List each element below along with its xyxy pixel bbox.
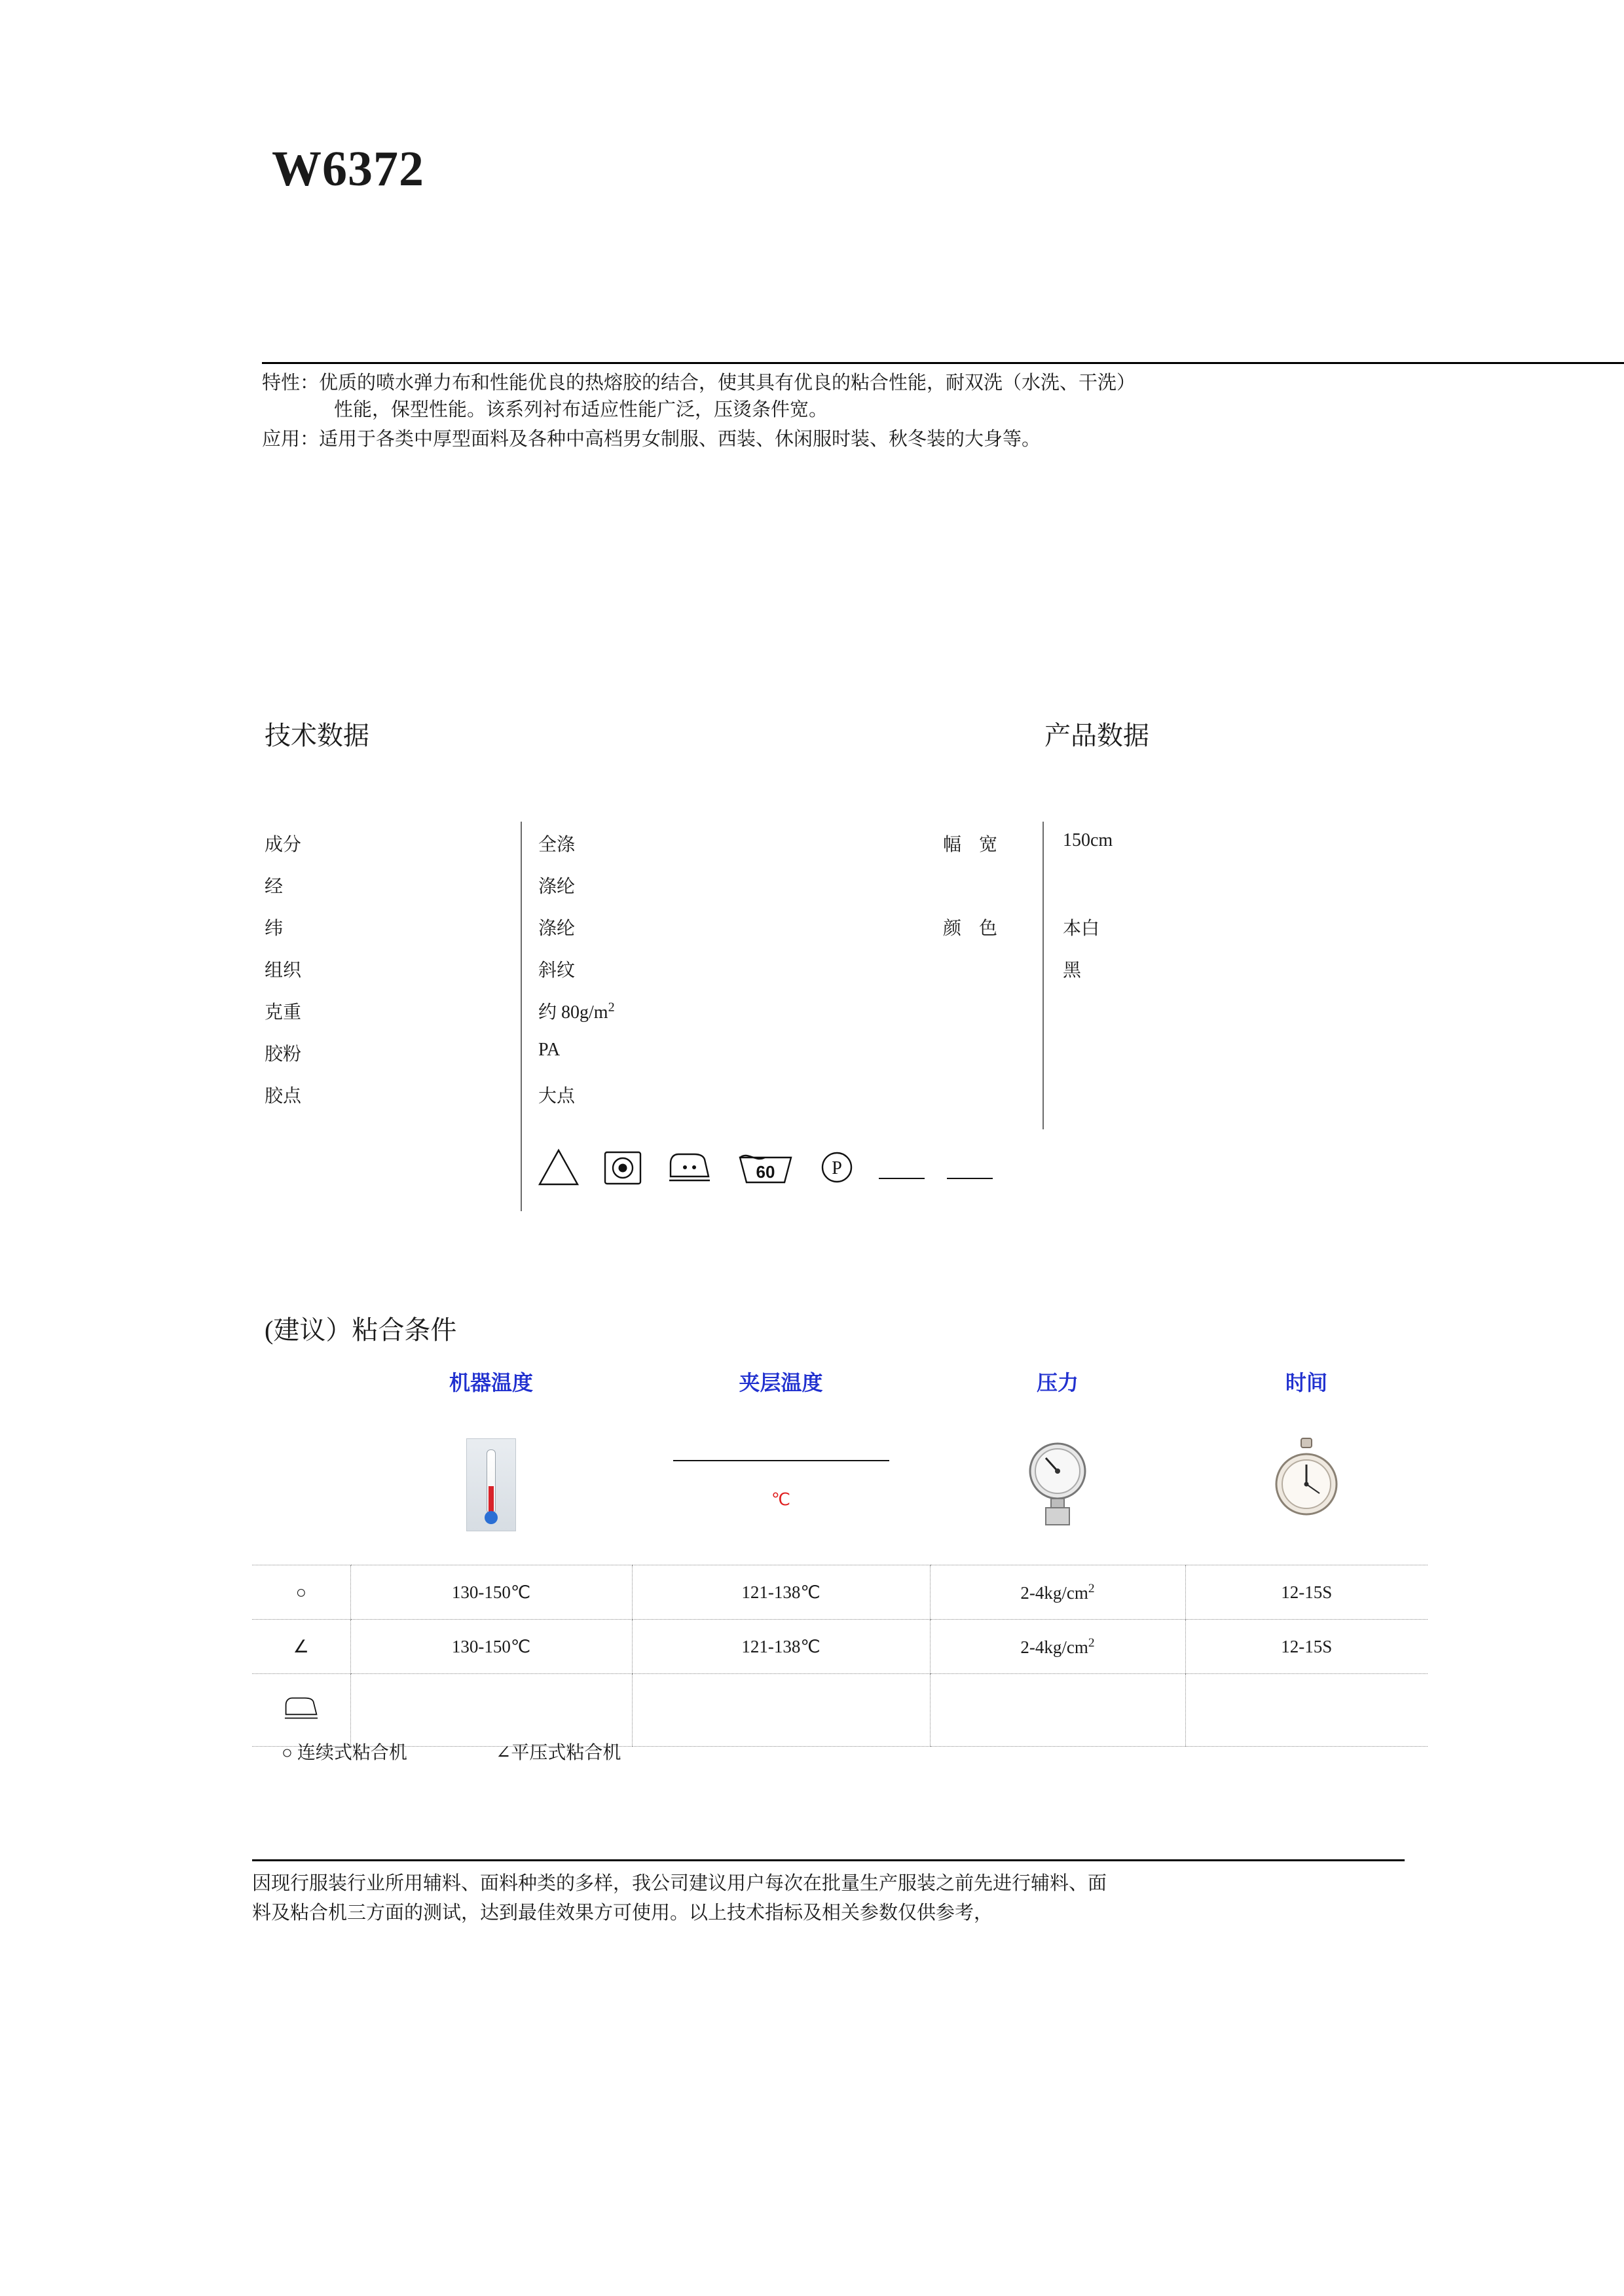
table-row [265,1082,1050,1123]
bonding-row-time: 12-15S [1185,1565,1428,1620]
technical-data-table [265,830,1050,1123]
application-text: 适用于各类中厚型面料及各种中高档男女制服、西装、休闲服时装、秋冬装的大身等。 [319,429,1041,450]
footer-note [252,1869,1424,1928]
bonding-row-layer-temp: 121-138℃ [632,1620,930,1674]
bonding-row-pressure [930,1620,1185,1674]
svg-text:P: P [832,1158,842,1178]
product-value: 黑 [1063,960,1082,981]
tech-key: 经 [265,877,284,897]
table-row [265,1040,1050,1082]
bonding-icon-row [252,1404,1428,1565]
bonding-legend [282,1738,621,1764]
table-row [265,872,1050,914]
tech-value: 涤纶 [538,877,576,897]
pressure-value: 2-4kg/cm [1020,1637,1088,1657]
tech-key: 克重 [265,1002,302,1023]
tech-value: 斜纹 [538,960,576,981]
bonding-row-time [1185,1674,1428,1747]
table-row [252,1674,1428,1747]
bonding-row-pressure [930,1674,1185,1747]
feature-text: 优质的喷水弹力布和性能优良的热熔胶的结合，使其具有优良的粘合性能，耐双洗（水洗、干洗） [319,373,1136,393]
tech-key: 胶粉 [265,1044,302,1065]
bonding-row-layer-temp: 121-138℃ [632,1565,930,1620]
layer-temp-unit: ℃ [771,1489,791,1509]
table-row [265,998,1050,1040]
technical-data-heading: 技术数据 [265,721,369,750]
tech-value: 全涤 [538,835,576,855]
bonding-row-layer-temp [632,1674,930,1747]
table-row [265,956,1050,998]
weight-value: 约 80g/m [538,1002,608,1023]
dryclean-p-icon [817,1148,857,1187]
bonding-layer-temp-cell [632,1404,930,1565]
table-row [265,914,1050,956]
bonding-col-pressure: 压力 [1036,1371,1079,1394]
bonding-time-cell [1185,1404,1428,1565]
thermometer-icon [466,1438,516,1531]
bonding-row-time: 12-15S [1185,1620,1428,1674]
bonding-row-machine-temp: 130-150℃ [350,1565,632,1620]
bonding-icon-blank [252,1404,350,1565]
thermometer-bulb [485,1511,498,1524]
stopwatch-icon [1271,1433,1342,1531]
bonding-col-time: 时间 [1285,1371,1327,1394]
bonding-row-symbol: ∠ [252,1620,350,1674]
tech-key: 纬 [265,919,284,939]
product-data-heading: 产品数据 [1044,721,1149,750]
bonding-conditions-heading: (建议）粘合条件 [265,1315,457,1345]
application-label: 应用： [262,429,320,450]
product-key: 颜 色 [943,919,1005,939]
pressure-gauge-icon [1022,1433,1093,1531]
bonding-row-pressure [930,1565,1185,1620]
iron-icon [281,1694,322,1722]
tech-value [520,998,1050,1024]
footer-line-2: 料及粘合机三方面的测试，达到最佳效果方可使用。以上技术指标及相关参数仅供参考， [252,1902,993,1923]
table-row [265,830,1050,872]
bonding-row-iron-symbol [252,1674,350,1747]
feature-row [262,370,1506,397]
footer-line-1: 因现行服装行业所用辅料、面料种类的多样，我公司建议用户每次在批量生产服装之前先进行辅料、面 [252,1873,1107,1894]
product-value: 150cm [1063,830,1113,850]
feature-label: 特性： [262,373,320,393]
bonding-pressure-cell [930,1404,1185,1565]
product-key: 幅 宽 [943,835,1005,855]
weight-exponent: 2 [608,1000,615,1015]
feature-text-continued: 性能，保型性能。该系列衬布适应性能广泛，压烫条件宽。 [334,399,828,421]
page-title: W6372 [272,141,424,196]
table-row [252,1620,1428,1674]
bonding-row-machine-temp: 130-150℃ [350,1620,632,1674]
legend-item-flatbed: ∠平压式粘合机 [495,1743,621,1763]
wash-60-icon [736,1147,795,1188]
legend-item-continuous: ○ 连续式粘合机 [282,1743,407,1763]
care-symbols [537,1147,993,1188]
bottom-divider [252,1859,1405,1861]
iron-icon [665,1149,714,1186]
tech-value: 涤纶 [538,919,576,939]
table-row [943,914,1532,956]
table-row [943,830,1532,872]
table-row [943,956,1532,998]
product-value: 本白 [1063,919,1100,939]
table-row [252,1565,1428,1620]
tech-value: 大点 [538,1086,576,1106]
svg-text:60: 60 [756,1162,775,1182]
application-row [262,426,1506,453]
blank-dash-2-icon [947,1178,993,1179]
table-row [943,872,1532,914]
bonding-col-machine-temp: 机器温度 [449,1371,533,1394]
layer-temp-rule [673,1460,889,1461]
pressure-exponent: 2 [1088,1635,1095,1650]
product-data-table [943,830,1532,998]
pressure-value: 2-4kg/cm [1020,1582,1088,1603]
bonding-row-symbol: ○ [252,1565,350,1620]
intro-block [262,370,1506,454]
tech-key: 组织 [265,960,302,981]
bonding-col-layer-temp: 夹层温度 [739,1371,823,1394]
bonding-conditions-table [252,1358,1431,1747]
tech-key: 胶点 [265,1086,302,1106]
bonding-row-machine-temp [350,1674,632,1747]
bonding-col-0 [252,1358,350,1404]
bonding-thermometer-cell [350,1404,632,1565]
tech-value: PA [538,1040,561,1060]
tumble-dry-icon [602,1147,643,1188]
blank-dash-1-icon [879,1178,925,1179]
tech-key: 成分 [265,835,302,855]
top-divider [262,362,1624,364]
pressure-exponent: 2 [1088,1581,1095,1595]
bonding-header-row [252,1358,1428,1404]
bleach-triangle-icon [537,1147,580,1188]
